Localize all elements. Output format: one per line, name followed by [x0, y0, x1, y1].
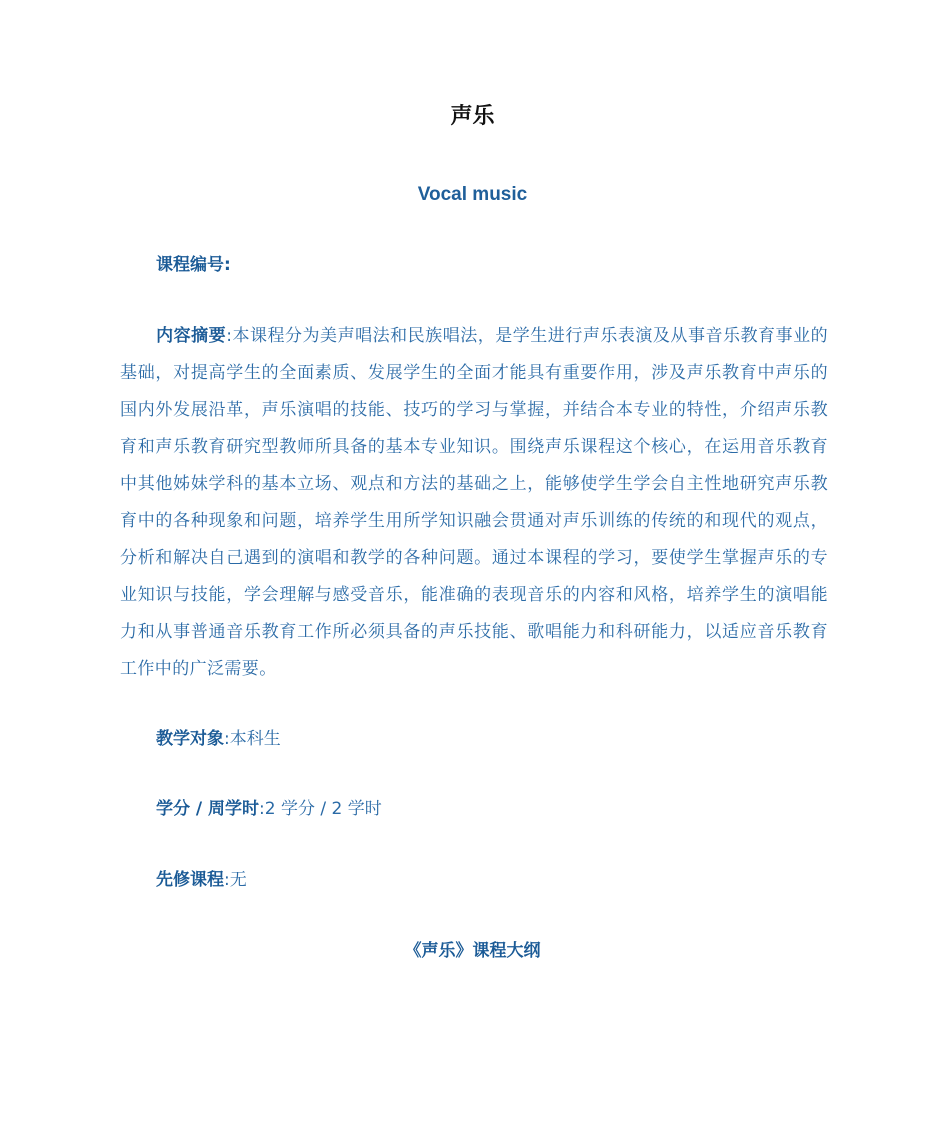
credits-field: [120, 791, 828, 828]
summary-separator: :: [226, 326, 233, 346]
summary-label: 内容摘要: [156, 326, 227, 346]
course-code-field: [120, 247, 828, 284]
summary-text: 本课程分为美声唱法和民族唱法，是学生进行声乐表演及从事音乐教育事业的基础，对提高学生的全面素质、发展学生的全面才能具有重要作用，涉及声乐教育中声乐的国内外发展沿革，声乐演唱的技能、技巧的学习与掌握，并结合本专业的特性，介绍声乐教育和声乐教育研究型教师所具备的基本专业知识。围绕声乐课程这个核心，在运用音乐教育中其他姊妹学科的基本立场、观点和方法的基础之上，能够使学生学会自主性地研究声乐教育中的各种现象和问题，培养学生用所学知识融会贯通对声乐训练的传统的和现代的观点，分析和解决自己遇到的演唱和教学的各种问题。通过本课程的学习，要使学生掌握声乐的专业知识与技能，学会理解与感受音乐，能准确的表现音乐的内容和风格，培养学生的演唱能力和从事普通音乐教育工作所必须具备的声乐技能、歌唱能力和科研能力，以适应音乐教育工作中的广泛需要。: [120, 326, 828, 679]
prerequisite-label: 先修课程: [156, 870, 224, 890]
outline-title: 《声乐》课程大纲: [404, 941, 541, 961]
summary-field: [120, 318, 828, 688]
credits-label: 学分 / 周学时: [156, 799, 260, 819]
audience-value: 本科生: [229, 729, 281, 749]
prerequisite-value: 无: [229, 870, 247, 890]
document-title: 声乐: [450, 104, 495, 129]
audience-field: [120, 721, 828, 758]
audience-separator: :: [224, 729, 230, 749]
credits-value: 2 学分 / 2 学时: [264, 799, 382, 819]
credits-separator: :: [259, 799, 265, 819]
course-code-label: 课程编号:: [156, 255, 231, 275]
prerequisite-field: [120, 862, 828, 899]
document-subtitle: Vocal music: [417, 184, 528, 205]
audience-label: 教学对象: [156, 729, 224, 749]
prerequisite-separator: :: [224, 870, 230, 890]
